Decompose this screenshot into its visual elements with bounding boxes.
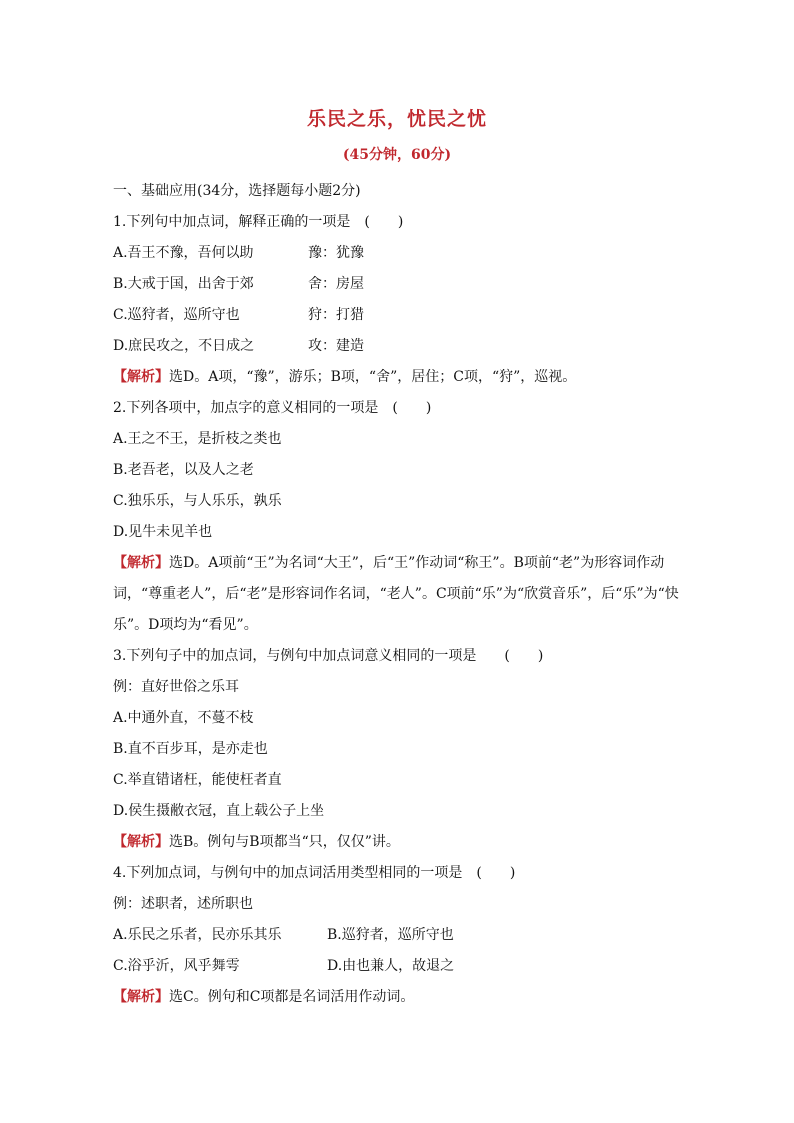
option-d: D.由也兼人，故退之 [327,958,455,974]
option-text: A.吾王不豫，吾何以助 [113,245,254,261]
question-1-option-c [113,300,693,331]
question-2-option-b: B.老吾老，以及人之老 [113,462,254,478]
analysis-tag: 【解析】 [113,834,169,850]
option-text: B.大戒于国，出舍于郊 [113,276,254,292]
page-subtitle: (45分钟，60分) [342,147,452,163]
page-title: 乐民之乐，忧民之忧 [306,108,487,130]
analysis-text: 选B。例句与B项都当“只，仅仅”讲。 [169,834,400,850]
analysis-tag: 【解析】 [113,555,169,571]
question-3-example: 例：直好世俗之乐耳 [113,679,239,695]
question-1-stem: 1.下列句中加点词，解释正确的一项是 ( ) [113,214,404,230]
question-2-option-c: C.独乐乐，与人乐乐，孰乐 [113,493,282,509]
question-4-stem: 4.下列加点词，与例句中的加点词活用类型相同的一项是 ( ) [113,865,516,881]
section-heading: 一、基础应用(34分，选择题每小题2分) [113,183,361,199]
question-3-option-c: C.举直错诸枉，能使枉者直 [113,772,282,788]
question-2-stem: 2.下列各项中，加点字的意义相同的一项是 ( ) [113,400,432,416]
question-3-stem: 3.下列句子中的加点词，与例句中加点词意义相同的一项是 ( ) [113,648,544,664]
question-2-analysis [113,548,683,641]
option-text: C.巡狩者，巡所守也 [113,307,240,323]
option-a: A.乐民之乐者，民亦乐其乐 [113,927,282,943]
analysis-text: 选D。A项，“豫”，游乐；B项，“舍”，居住；C项，“狩”，巡视。 [169,369,577,385]
question-1-analysis [113,362,693,393]
question-1-option-b [113,269,693,300]
question-2-option-d: D.见牛未见羊也 [113,524,213,540]
option-gloss: 豫：犹豫 [308,245,364,261]
option-gloss: 狩：打猎 [308,307,364,323]
question-2-option-a: A.王之不王，是折枝之类也 [113,431,282,447]
question-3-option-a: A.中通外直，不蔓不枝 [113,710,254,726]
question-1-option-a [113,238,693,269]
question-3-option-d: D.侯生摄敝衣冠，直上载公子上坐 [113,803,325,819]
option-c: C.浴乎沂，风乎舞雩 [113,958,240,974]
question-4-options-row-1 [113,920,693,951]
question-4-analysis [113,982,693,1013]
question-3-analysis [113,827,693,858]
document-body [113,176,693,1013]
option-gloss: 攻：建造 [308,338,364,354]
analysis-tag: 【解析】 [113,989,169,1005]
question-4-options-row-2 [113,951,693,982]
question-1-option-d [113,331,693,362]
question-4-example: 例：述职者，述所职也 [113,896,253,912]
analysis-text: 选C。例句和C项都是名词活用作动词。 [169,989,415,1005]
option-b: B.巡狩者，巡所守也 [327,927,454,943]
analysis-tag: 【解析】 [113,369,169,385]
analysis-text: 选D。A项前“王”为名词“大王”，后“王”作动词“称王”。B项前“老”为形容词作动词，“尊重老人”，后“老”是形容词作名词，“老人”。C项前“乐”为“欣赏音乐”，后“乐”为“快乐”。D项均为“看见”。 [113,555,679,633]
question-3-option-b: B.直不百步耳，是亦走也 [113,741,268,757]
option-gloss: 舍：房屋 [308,276,364,292]
option-text: D.庶民攻之，不日成之 [113,338,255,354]
